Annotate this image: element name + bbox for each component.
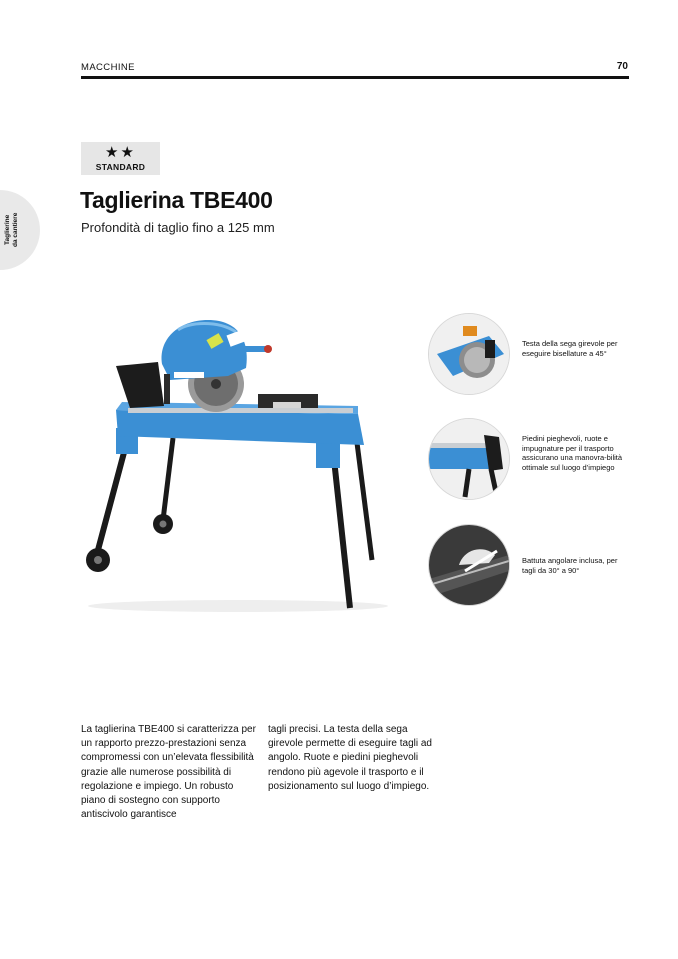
header-divider	[81, 76, 629, 79]
detail-caption: Battuta angolare inclusa, per tagli da 30° a 90°	[522, 556, 618, 575]
angle-stop-photo	[428, 524, 510, 606]
side-tab-line2: da cantiere	[12, 212, 19, 248]
product-subtitle: Profondità di taglio fino a 125 mm	[81, 220, 275, 235]
tile-saw-machine-illustration	[78, 310, 388, 620]
side-tab-label	[4, 205, 36, 255]
star-icon: ★★	[105, 144, 136, 161]
page-number: 70	[616, 61, 628, 72]
product-title: Taglierina TBE400	[80, 187, 273, 213]
detail-rotating-head	[428, 313, 628, 397]
detail-angle-stop	[428, 524, 628, 608]
side-tab-line1: Taglierine	[4, 214, 11, 246]
section-label: MACCHINE	[81, 62, 135, 73]
body-text-column-2: tagli precisi. La testa della sega girevole permette di eseguire tagli ad angolo. Ruote e piedini pieghevoli rendono più agevole il trasporto e il posizionamento sul luogo d’impiego.	[268, 724, 432, 792]
detail-folding-legs	[428, 418, 628, 502]
body-text-column-1: La taglierina TBE400 si caratterizza per un rapporto prezzo-prestazioni senza compromessi con un’elevata flessibilità grazie alle numerose possibilità di regolazione e impiego. Un robusto piano di sostegno con supporto antiscivolo garantisce	[81, 724, 256, 821]
rotating-saw-head-photo	[428, 313, 510, 395]
badge-label: STANDARD	[95, 162, 146, 172]
category-badge	[81, 142, 160, 175]
folding-legs-handles-photo	[428, 418, 510, 500]
detail-caption: Piedini pieghevoli, ruote e impugnature per il trasporto assicurano una manovra-bilità ottimale sul luogo d’impiego	[522, 434, 623, 472]
detail-caption: Testa della sega girevole per eseguire bisellature a 45°	[522, 339, 618, 358]
